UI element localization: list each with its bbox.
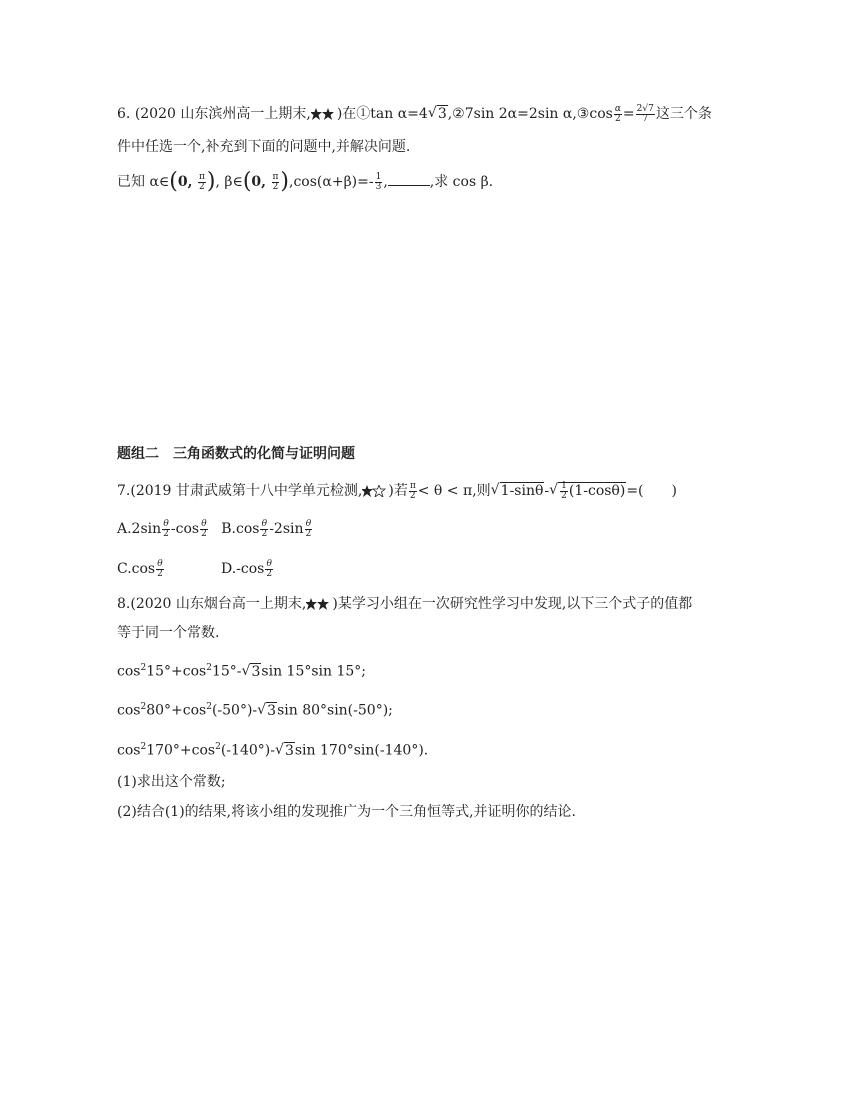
q8-formula-2: $\cos^280^\circ+\cos^2(-50^\circ)-√$ 3sin 80°sin(-50°); [117, 697, 393, 721]
option-b[interactable]: B.cos $\frac{\theta}{2}$ -2sin $\frac{\theta}{2}$ [221, 518, 312, 539]
q6-line2: 件中任选一个,补充到下面的问题中,并解决问题. [117, 139, 411, 155]
section-heading: 题组二 三角函数式的化简与证明问题 [117, 446, 355, 462]
q7-line1: 7.(2019 甘肃武威第十八中学单元检测, )若 $\frac{\pi}{2}$ < θ < π,则√ 1-sinθ- √ $\frac{1}{2}$ (1-cosθ)=( ) [117, 481, 677, 501]
q8-formula-1: $\cos^215^\circ+\cos^215^\circ-√$ 3sin 15°sin 15°; [117, 658, 366, 682]
q6-line3: 已知 α∈(0, $\frac{\pi}{2}$ ), β∈(0, $\frac{\pi}{2}$ ),cos(α+β)=- $\frac{1}{3}$ , ,求 cos β. [117, 169, 494, 194]
q8-formula-3: $\cos^2170^\circ+\cos^2(-140^\circ)-√$ 3sin 170°sin(-140°). [117, 737, 428, 761]
q7-options-cd [117, 559, 274, 579]
q6-line1: 6. (2020 山东滨州高一上期末, )在①tan α=4√ 3,②7sin 2α=2sin α,③cos $\frac{\alpha}{2}$ = $\frac{2√7}{7}$ 这三个条 [117, 104, 712, 124]
fraction-1-over-3: $\frac{1}{3}$ [375, 171, 382, 192]
sqrt-expression: √ 1-sinθ [491, 481, 545, 501]
difficulty-stars-icon [362, 485, 388, 497]
sqrt-half-expression: √ $\frac{1}{2}$ (1-cosθ) [549, 481, 626, 501]
question-number: 6. [117, 106, 131, 122]
difficulty-stars-icon [311, 108, 337, 120]
q8-line1: 8.(2020 山东烟台高一上期末, )某学习小组在一次研究性学习中发现,以下三个式子的值都 [117, 596, 693, 612]
difficulty-stars-icon [306, 598, 332, 610]
option-d[interactable]: D.-cos $\frac{\theta}{2}$ [221, 558, 273, 579]
fraction-alpha-over-2: $\frac{\alpha}{2}$ [614, 103, 621, 124]
option-a[interactable]: A.2sin $\frac{\theta}{2}$ -cos $\frac{\theta}{2}$ [117, 518, 207, 539]
option-c[interactable]: C.cos $\frac{\theta}{2}$ [117, 558, 163, 579]
q8-part-2: (2)结合(1)的结果,将该小组的发现推广为一个三角恒等式,并证明你的结论. [117, 804, 577, 820]
q8-line2: 等于同一个常数. [117, 625, 220, 641]
q7-options-ab [117, 519, 313, 539]
fraction-pi-over-2: $\frac{\pi}{2}$ [198, 171, 205, 192]
answer-blank [388, 173, 430, 186]
question-source: (2020 山东滨州高一上期末, [134, 106, 311, 122]
q8-part-1: (1)求出这个常数; [117, 774, 226, 790]
fraction-2sqrt7-over-7: $\frac{2√7}{7}$ [636, 103, 654, 124]
sqrt-3: √ 3 [428, 104, 448, 124]
